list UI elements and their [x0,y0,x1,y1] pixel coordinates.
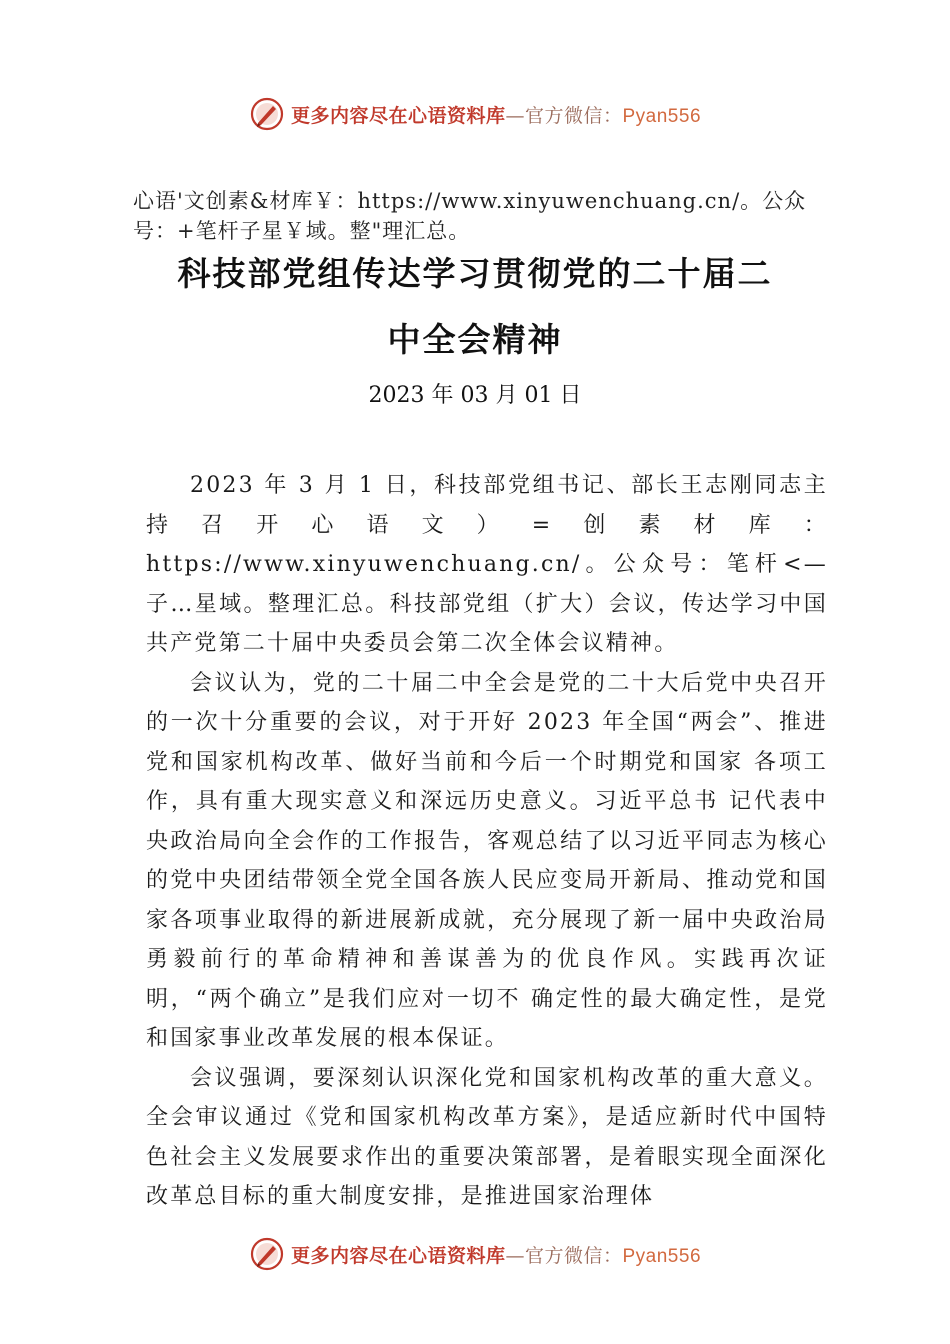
page-title-line-2: 中全会精神 [387,320,563,359]
banner-slogan: 更多内容尽在心语资料库 [290,104,506,127]
article-body [146,466,828,1217]
publish-date: 2023 年 03 月 01 日 [368,383,582,408]
paragraph-1: 2023 年 3 月 1 日，科技部党组书记、部长王志刚同志主持召开心语文）=创素材库：https://www.xinyuwenchuang.cn/。公众号：笔杆<—子…星域。整理汇总。科技部党组（扩大）会议，传达学习中国共产党第二十届中央委员会第二次全体会议精神。 [146,473,828,656]
banner-dash: — [505,1244,525,1267]
banner-slogan: 更多内容尽在心语资料库 [290,1244,506,1267]
banner-wechat-label: 官方微信： [524,1244,623,1267]
page-title-line-1: 科技部党组传达学习贯彻党的二十届二 [177,254,773,293]
banner-wechat-id: Pyan556 [622,105,702,127]
pen-logo-icon [249,96,285,132]
pen-logo-icon [249,1236,285,1272]
banner-dash: — [505,104,525,127]
footer-banner [0,1232,950,1276]
watermark-text: 心语'文创素&材库￥：https://www.xinyuwenchuang.cn/。公众号：+笔杆子星￥域。整"理汇总。 [133,189,807,243]
banner-wechat-id: Pyan556 [622,1245,702,1267]
paragraph-3: 会议强调，要深刻认识深化党和国家机构改革的重大意义。全会审议通过《党和国家机构改革方案》，是适应新时代中国特色社会主义发展要求作出的重要决策部署，是着眼实现全面深化改革总目标的重大制度安排，是推进国家治理体 [146,1065,828,1209]
paragraph-2: 会议认为，党的二十届二中全会是党的二十大后党中央召开的一次十分重要的会议，对于开好 2023 年全国“两会”、推进党和国家机构改革、做好当前和今后一个时期党和国家 各项工作，具有重大现实意义和深远历史意义。习近平总书 记代表中央政治局向全会作的工作报告，客观总结了以习近平同志为核心的党中央团结带领全党全国各族人民应变局开新局、推动党和国家各项事业取得的新进展新成就，充分展现了新一届中央政治局勇毅前行的革命精神和善谋善为的优良作风。实践再次证明，“两个确立”是我们应对一切不 确定性的最大确定性，是党和国家事业改革发展的根本保证。 [146,670,828,1051]
header-banner [0,92,950,136]
banner-wechat-label: 官方微信： [524,104,623,127]
